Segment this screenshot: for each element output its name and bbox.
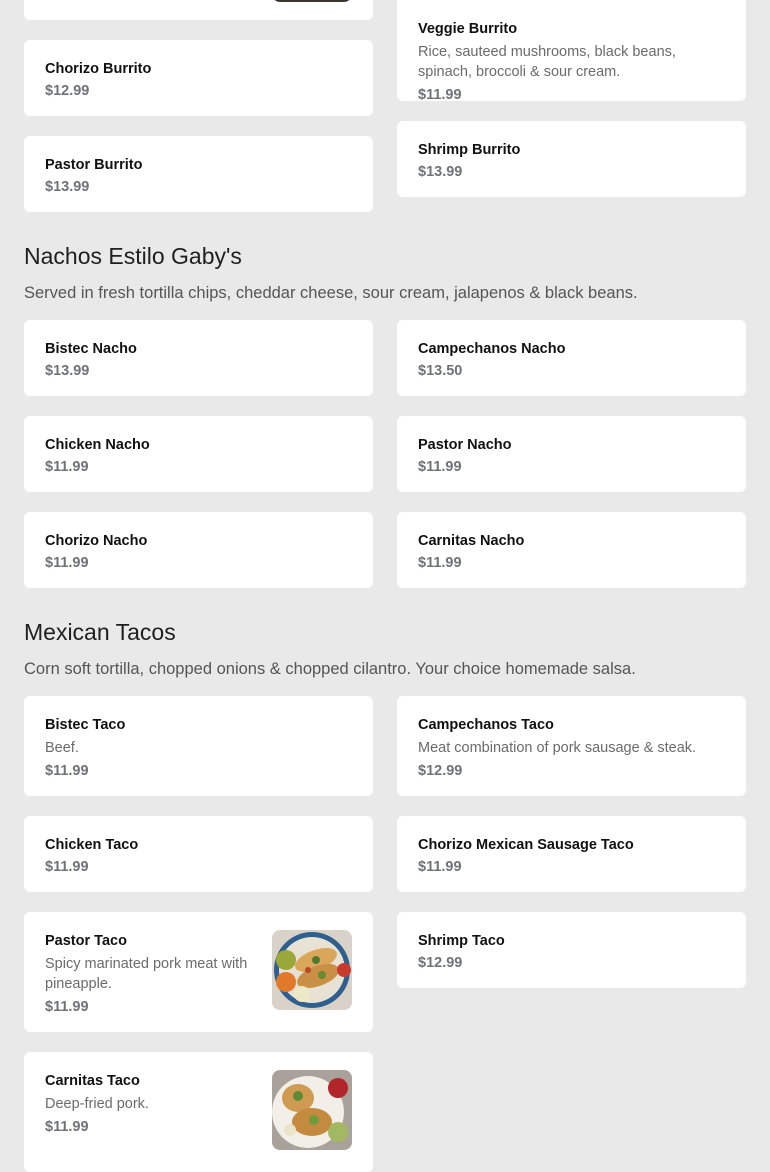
- item-description: Rice, sauteed mushrooms, black beans, spinach, broccoli & sour cream.: [418, 44, 676, 80]
- item-description: Meat combination of pork sausage & steak.: [418, 740, 697, 756]
- item-price: $13.99: [418, 164, 463, 180]
- burrito-grid: [24, 0, 746, 212]
- menu-page: [24, 0, 746, 1172]
- menu-item-card[interactable]: [24, 512, 373, 588]
- item-name: Pastor Burrito: [45, 157, 143, 173]
- item-name: Bistec Nacho: [45, 341, 137, 357]
- nacho-col-left: [24, 320, 373, 588]
- item-name: Bistec Taco: [45, 717, 126, 733]
- menu-item-card-partial[interactable]: [24, 0, 373, 20]
- item-name: Shrimp Burrito: [418, 142, 521, 158]
- menu-item-card[interactable]: [397, 320, 746, 396]
- item-name: Campechanos Nacho: [418, 341, 566, 357]
- item-price: $11.99: [45, 459, 89, 475]
- taco-grid: [24, 696, 746, 1172]
- taco-col-right: [397, 696, 746, 988]
- item-price: $11.99: [45, 1119, 89, 1135]
- section-title: Nachos Estilo Gaby's: [24, 243, 242, 269]
- item-price: $11.99: [418, 87, 462, 103]
- menu-item-card[interactable]: [397, 0, 746, 101]
- item-name: Carnitas Taco: [45, 1073, 140, 1089]
- item-name: Shrimp Taco: [418, 933, 505, 949]
- item-price: $13.50: [418, 363, 463, 379]
- item-name: Chorizo Mexican Sausage Taco: [418, 837, 634, 853]
- item-price: $11.99: [418, 555, 462, 571]
- menu-item-card[interactable]: [24, 320, 373, 396]
- menu-item-card[interactable]: [24, 136, 373, 212]
- menu-item-card[interactable]: [397, 416, 746, 492]
- nacho-col-right: [397, 320, 746, 588]
- food-photo: [272, 0, 352, 2]
- menu-item-card[interactable]: [397, 816, 746, 892]
- item-price: $11.99: [45, 763, 89, 779]
- menu-item-card[interactable]: [24, 816, 373, 892]
- item-price: $11.99: [45, 555, 89, 571]
- menu-item-card[interactable]: [397, 121, 746, 197]
- nacho-grid: [24, 320, 746, 588]
- taco-col-left: [24, 696, 373, 1172]
- section-subtitle: Served in fresh tortilla chips, cheddar cheese, sour cream, jalapenos & black beans.: [24, 284, 638, 302]
- menu-item-card[interactable]: [24, 696, 373, 796]
- menu-item-card[interactable]: [24, 416, 373, 492]
- item-description: Spicy marinated pork meat with pineapple.: [45, 956, 248, 992]
- menu-item-card[interactable]: [397, 696, 746, 796]
- item-name: Veggie Burrito: [418, 21, 518, 37]
- section-subtitle: Corn soft tortilla, chopped onions & chopped cilantro. Your choice homemade salsa.: [24, 660, 636, 678]
- tacos-photo: [272, 930, 352, 1010]
- item-name: Campechanos Taco: [418, 717, 554, 733]
- item-name: Pastor Nacho: [418, 437, 512, 453]
- burrito-col-right: [397, 0, 746, 197]
- item-price: $12.99: [45, 83, 90, 99]
- item-description: Deep-fried pork.: [45, 1096, 149, 1112]
- item-price: $13.99: [45, 363, 90, 379]
- item-price: $12.99: [418, 955, 463, 971]
- item-price: $13.99: [45, 179, 90, 195]
- item-price: $11.99: [418, 859, 462, 875]
- menu-item-card[interactable]: [397, 512, 746, 588]
- item-price: $11.99: [45, 999, 89, 1015]
- item-description: Beef.: [45, 740, 79, 756]
- menu-item-card[interactable]: [24, 1052, 373, 1172]
- section-title: Mexican Tacos: [24, 619, 176, 645]
- item-name: Chorizo Burrito: [45, 61, 152, 77]
- item-price: $12.99: [418, 763, 463, 779]
- tacos-photo: [272, 1070, 352, 1150]
- item-name: Pastor Taco: [45, 933, 127, 949]
- menu-item-card[interactable]: [397, 912, 746, 988]
- item-name: Chorizo Nacho: [45, 533, 148, 549]
- item-name: Chicken Nacho: [45, 437, 150, 453]
- item-price: $11.99: [418, 459, 462, 475]
- item-name: Chicken Taco: [45, 837, 139, 853]
- menu-item-card[interactable]: [24, 912, 373, 1032]
- burrito-col-left: [24, 0, 373, 212]
- menu-item-card[interactable]: [24, 40, 373, 116]
- item-name: Carnitas Nacho: [418, 533, 525, 549]
- item-price: $11.99: [45, 859, 89, 875]
